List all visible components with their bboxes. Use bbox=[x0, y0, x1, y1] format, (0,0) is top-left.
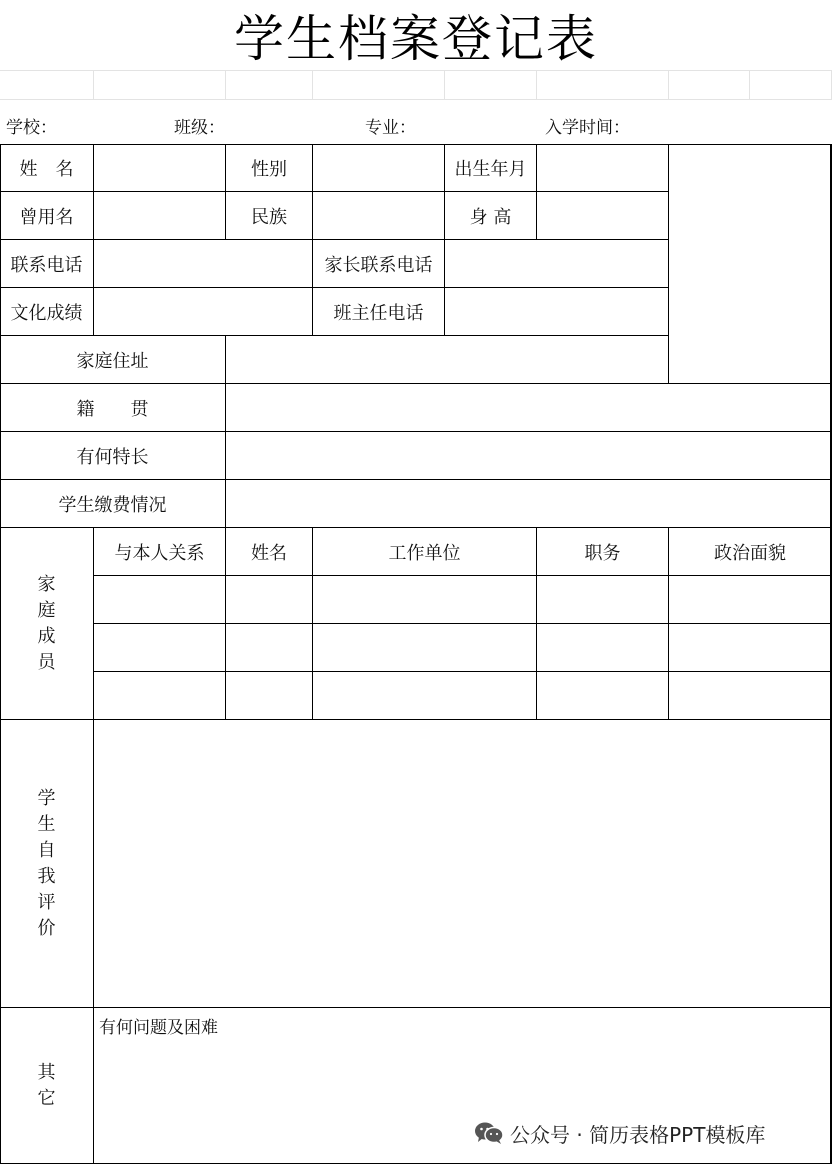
family-cell[interactable] bbox=[94, 576, 226, 624]
parent-phone-label: 家长联系电话 bbox=[313, 240, 445, 288]
family-cell[interactable] bbox=[94, 672, 226, 720]
school-label: 学校： bbox=[6, 118, 57, 138]
address-label: 家庭住址 bbox=[0, 336, 226, 384]
spreadsheet-gridline-row bbox=[0, 70, 832, 100]
payment-label: 学生缴费情况 bbox=[0, 480, 226, 528]
self-eval-field[interactable] bbox=[94, 720, 832, 1008]
gender-field[interactable] bbox=[313, 144, 445, 192]
specialty-field[interactable] bbox=[226, 432, 832, 480]
phone-label: 联系电话 bbox=[0, 240, 94, 288]
family-cell[interactable] bbox=[226, 624, 313, 672]
name-label: 姓 名 bbox=[0, 144, 94, 192]
photo-area[interactable] bbox=[669, 144, 832, 384]
family-header-position: 职务 bbox=[537, 528, 669, 576]
former-name-field[interactable] bbox=[94, 192, 226, 240]
wechat-icon bbox=[474, 1121, 504, 1145]
native-place-label: 籍 贯 bbox=[0, 384, 226, 432]
name-field[interactable] bbox=[94, 144, 226, 192]
specialty-label: 有何特长 bbox=[0, 432, 226, 480]
family-cell[interactable] bbox=[669, 672, 832, 720]
birth-label: 出生年月 bbox=[445, 144, 537, 192]
ethnicity-field[interactable] bbox=[313, 192, 445, 240]
gender-label: 性别 bbox=[226, 144, 313, 192]
info-row bbox=[0, 100, 832, 144]
family-cell[interactable] bbox=[94, 624, 226, 672]
family-cell[interactable] bbox=[313, 672, 537, 720]
family-header-political: 政治面貌 bbox=[669, 528, 832, 576]
birth-field[interactable] bbox=[537, 144, 669, 192]
family-cell[interactable] bbox=[226, 672, 313, 720]
class-label: 班级： bbox=[174, 118, 225, 138]
family-header-relation: 与本人关系 bbox=[94, 528, 226, 576]
family-cell[interactable] bbox=[669, 624, 832, 672]
native-place-field[interactable] bbox=[226, 384, 832, 432]
family-header-name: 姓名 bbox=[226, 528, 313, 576]
family-header-employer: 工作单位 bbox=[313, 528, 537, 576]
enroll-time-label: 入学时间： bbox=[545, 118, 630, 138]
grades-field[interactable] bbox=[94, 288, 313, 336]
watermark bbox=[474, 1118, 765, 1148]
family-cell[interactable] bbox=[537, 672, 669, 720]
address-field[interactable] bbox=[226, 336, 669, 384]
teacher-phone-field[interactable] bbox=[445, 288, 669, 336]
family-cell[interactable] bbox=[537, 624, 669, 672]
form-title: 学生档案登记表 bbox=[234, 10, 598, 68]
watermark-text: 公众号 · 简历表格PPT模板库 bbox=[510, 1122, 766, 1147]
self-eval-label: 学 生 自 我 评 价 bbox=[0, 720, 94, 1008]
phone-field[interactable] bbox=[94, 240, 313, 288]
payment-field[interactable] bbox=[226, 480, 832, 528]
family-cell[interactable] bbox=[226, 576, 313, 624]
former-name-label: 曾用名 bbox=[0, 192, 94, 240]
grades-label: 文化成绩 bbox=[0, 288, 94, 336]
ethnicity-label: 民族 bbox=[226, 192, 313, 240]
height-label: 身 高 bbox=[445, 192, 537, 240]
major-label: 专业： bbox=[365, 118, 416, 138]
other-note: 有何问题及困难 bbox=[99, 1018, 218, 1038]
height-field[interactable] bbox=[537, 192, 669, 240]
family-cell[interactable] bbox=[537, 576, 669, 624]
family-cell[interactable] bbox=[313, 624, 537, 672]
family-cell[interactable] bbox=[669, 576, 832, 624]
other-label: 其 它 bbox=[0, 1008, 94, 1164]
teacher-phone-label: 班主任电话 bbox=[313, 288, 445, 336]
family-section-label: 家 庭 成 员 bbox=[0, 528, 94, 720]
parent-phone-field[interactable] bbox=[445, 240, 669, 288]
family-cell[interactable] bbox=[313, 576, 537, 624]
